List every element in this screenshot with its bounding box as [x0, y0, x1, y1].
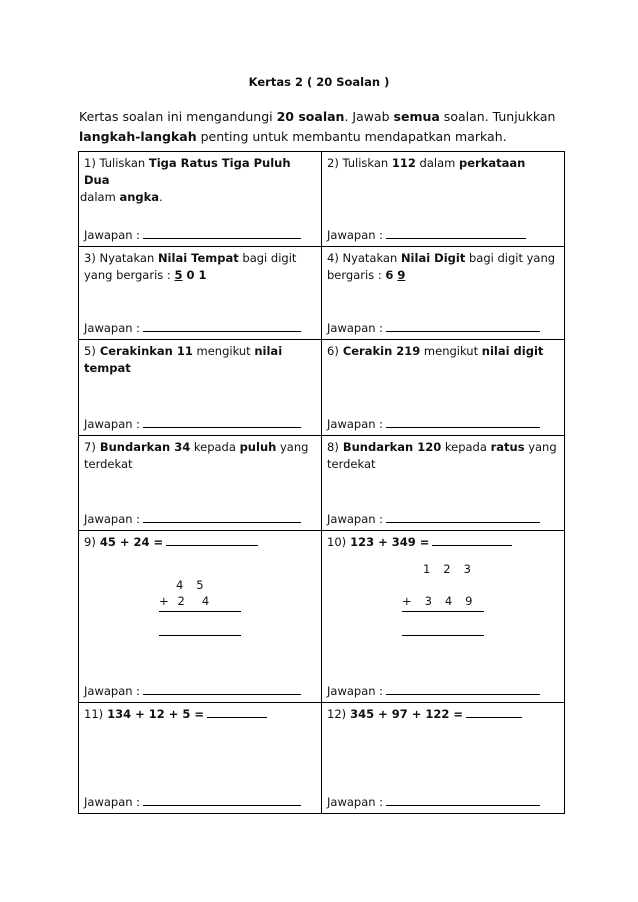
- instructions-bold: langkah-langkah: [79, 129, 197, 144]
- question-text: dalam: [80, 190, 120, 204]
- question-text: Tuliskan: [95, 156, 149, 170]
- question-cell-12: [322, 703, 565, 814]
- question-number: 3): [84, 251, 96, 265]
- answer-11: [84, 793, 319, 809]
- question-cell-3: [79, 247, 322, 340]
- question-bold: Cerakinkan 11: [95, 344, 193, 358]
- answer-label: Jawapan :: [327, 417, 384, 431]
- question-cell-6: [322, 340, 565, 436]
- question-text: yang terdekat: [84, 440, 309, 471]
- question-cell-1: [79, 152, 322, 247]
- instructions-text: soalan. Tunjukkan: [439, 109, 556, 124]
- question-bold: nilai digit: [481, 344, 544, 358]
- instructions-bold: semua: [393, 109, 440, 124]
- question-number: 2): [327, 156, 339, 170]
- answer-line[interactable]: [143, 226, 301, 239]
- question-bold: Cerakin 219: [338, 344, 421, 358]
- answer-line[interactable]: [143, 510, 301, 523]
- question-row: [79, 340, 565, 436]
- question-cell-9: [79, 531, 322, 703]
- answer-label: Jawapan :: [327, 512, 384, 526]
- question-9-text: [84, 534, 316, 551]
- question-number: 12): [327, 707, 347, 721]
- answer-line[interactable]: [386, 793, 540, 806]
- instructions-bold: 20 soalan: [276, 109, 345, 124]
- underlined-digit: 5: [174, 268, 183, 282]
- question-text: .: [159, 190, 163, 204]
- answer-label: Jawapan :: [327, 795, 384, 809]
- question-bold: ratus: [490, 440, 525, 454]
- working-answer-line: [402, 635, 484, 636]
- instructions-text: penting untuk membantu mendapatkan markah.: [196, 129, 507, 144]
- answer-label: Jawapan :: [84, 417, 141, 431]
- question-bold: puluh: [239, 440, 277, 454]
- answer-12: [327, 793, 562, 809]
- question-bold: 123 + 349 =: [346, 535, 430, 549]
- question-bold: 45 + 24 =: [95, 535, 164, 549]
- question-8-text: [327, 439, 559, 473]
- answer-label: Jawapan :: [84, 684, 141, 698]
- question-bold: Nilai Digit: [400, 251, 466, 265]
- question-2-text: [327, 155, 559, 172]
- question-bold: Bundarkan 120: [338, 440, 442, 454]
- question-cell-7: [79, 436, 322, 531]
- working-top-number: 1 2 3: [423, 562, 472, 576]
- answer-1: [84, 226, 319, 242]
- question-bold: nilai tempat: [84, 344, 283, 375]
- question-number: 7): [84, 440, 96, 454]
- answer-label: Jawapan :: [84, 228, 141, 242]
- question-cell-10: [322, 531, 565, 703]
- working-add-number: + 3 4 9: [402, 594, 473, 608]
- instructions-text: . Jawab: [344, 109, 394, 124]
- question-5-text: [84, 343, 316, 377]
- question-text: bagi digit yang bergaris :: [84, 251, 297, 282]
- question-text: mengikut: [420, 344, 482, 358]
- answer-label: Jawapan :: [84, 512, 141, 526]
- answer-6: [327, 415, 562, 431]
- question-number: 11): [84, 707, 104, 721]
- question-text: mengikut: [192, 344, 255, 358]
- question-text: kepada: [190, 440, 240, 454]
- question-cell-11: [79, 703, 322, 814]
- working-answer-line: [159, 635, 241, 636]
- answer-3: [84, 319, 319, 335]
- question-bold: perkataan: [459, 156, 526, 170]
- question-bold: 0 1: [182, 268, 207, 282]
- answer-line[interactable]: [143, 319, 301, 332]
- question-bold: 134 + 12 + 5 =: [103, 707, 205, 721]
- question-row: [79, 436, 565, 531]
- answer-blank[interactable]: [466, 706, 522, 718]
- question-text: Nyatakan: [95, 251, 158, 265]
- working-line: [402, 611, 484, 612]
- question-12-text: [327, 706, 559, 723]
- question-number: 6): [327, 344, 339, 358]
- question-table: [78, 151, 565, 814]
- question-cell-4: [322, 247, 565, 340]
- answer-blank[interactable]: [432, 534, 512, 546]
- answer-blank[interactable]: [166, 534, 258, 546]
- answer-5: [84, 415, 319, 431]
- answer-4: [327, 319, 562, 335]
- question-bold: 345 + 97 + 122 =: [346, 707, 464, 721]
- answer-label: Jawapan :: [327, 321, 384, 335]
- question-number: 8): [327, 440, 339, 454]
- question-7-text: [84, 439, 316, 473]
- question-1-text: [80, 155, 316, 206]
- answer-line[interactable]: [386, 510, 540, 523]
- question-6-text: [327, 343, 559, 360]
- question-row: [79, 152, 565, 247]
- question-number: 5): [84, 344, 96, 358]
- question-10-text: [327, 534, 559, 551]
- question-cell-5: [79, 340, 322, 436]
- question-3-text: [84, 250, 316, 284]
- answer-line[interactable]: [143, 415, 301, 428]
- answer-9: [84, 682, 319, 698]
- answer-8: [327, 510, 562, 526]
- question-text: kepada: [441, 440, 491, 454]
- question-bold: Bundarkan 34: [95, 440, 191, 454]
- question-number: 4): [327, 251, 339, 265]
- question-bold: 112: [391, 156, 416, 170]
- question-bold: angka: [119, 190, 160, 204]
- answer-2: [327, 226, 562, 242]
- answer-line[interactable]: [143, 682, 301, 695]
- answer-label: Jawapan :: [327, 684, 384, 698]
- question-text: yang terdekat: [327, 440, 557, 471]
- question-bold: 6: [385, 268, 398, 282]
- underlined-digit: 9: [397, 268, 406, 282]
- page-title: Kertas 2 ( 20 Soalan ): [248, 75, 390, 89]
- working-add-number: + 2 4: [159, 594, 210, 608]
- instructions: [79, 107, 559, 147]
- question-number: 9): [84, 535, 96, 549]
- answer-line[interactable]: [386, 319, 540, 332]
- working-top-number: 4 5: [176, 578, 205, 592]
- instructions-text: Kertas soalan ini mengandungi: [79, 109, 277, 124]
- answer-line[interactable]: [386, 226, 526, 239]
- question-text: Tuliskan: [338, 156, 392, 170]
- answer-line[interactable]: [386, 415, 540, 428]
- question-text: Nyatakan: [338, 251, 401, 265]
- answer-label: Jawapan :: [84, 795, 141, 809]
- answer-label: Jawapan :: [327, 228, 384, 242]
- question-row: [79, 247, 565, 340]
- question-4-text: [327, 250, 559, 284]
- answer-7: [84, 510, 319, 526]
- question-number: 10): [327, 535, 347, 549]
- question-11-text: [84, 706, 316, 723]
- question-bold: Tiga Ratus Tiga Puluh Dua: [84, 156, 291, 187]
- question-bold: Nilai Tempat: [157, 251, 239, 265]
- question-text: bagi digit yang bergaris :: [327, 251, 556, 282]
- answer-line[interactable]: [143, 793, 301, 806]
- answer-line[interactable]: [386, 682, 540, 695]
- question-row: [79, 703, 565, 814]
- question-text: dalam: [415, 156, 459, 170]
- question-number: 1): [84, 156, 96, 170]
- working-line: [159, 611, 241, 612]
- answer-label: Jawapan :: [84, 321, 141, 335]
- answer-blank[interactable]: [207, 706, 267, 718]
- question-cell-8: [322, 436, 565, 531]
- question-row: [79, 531, 565, 703]
- answer-10: [327, 682, 562, 698]
- question-cell-2: [322, 152, 565, 247]
